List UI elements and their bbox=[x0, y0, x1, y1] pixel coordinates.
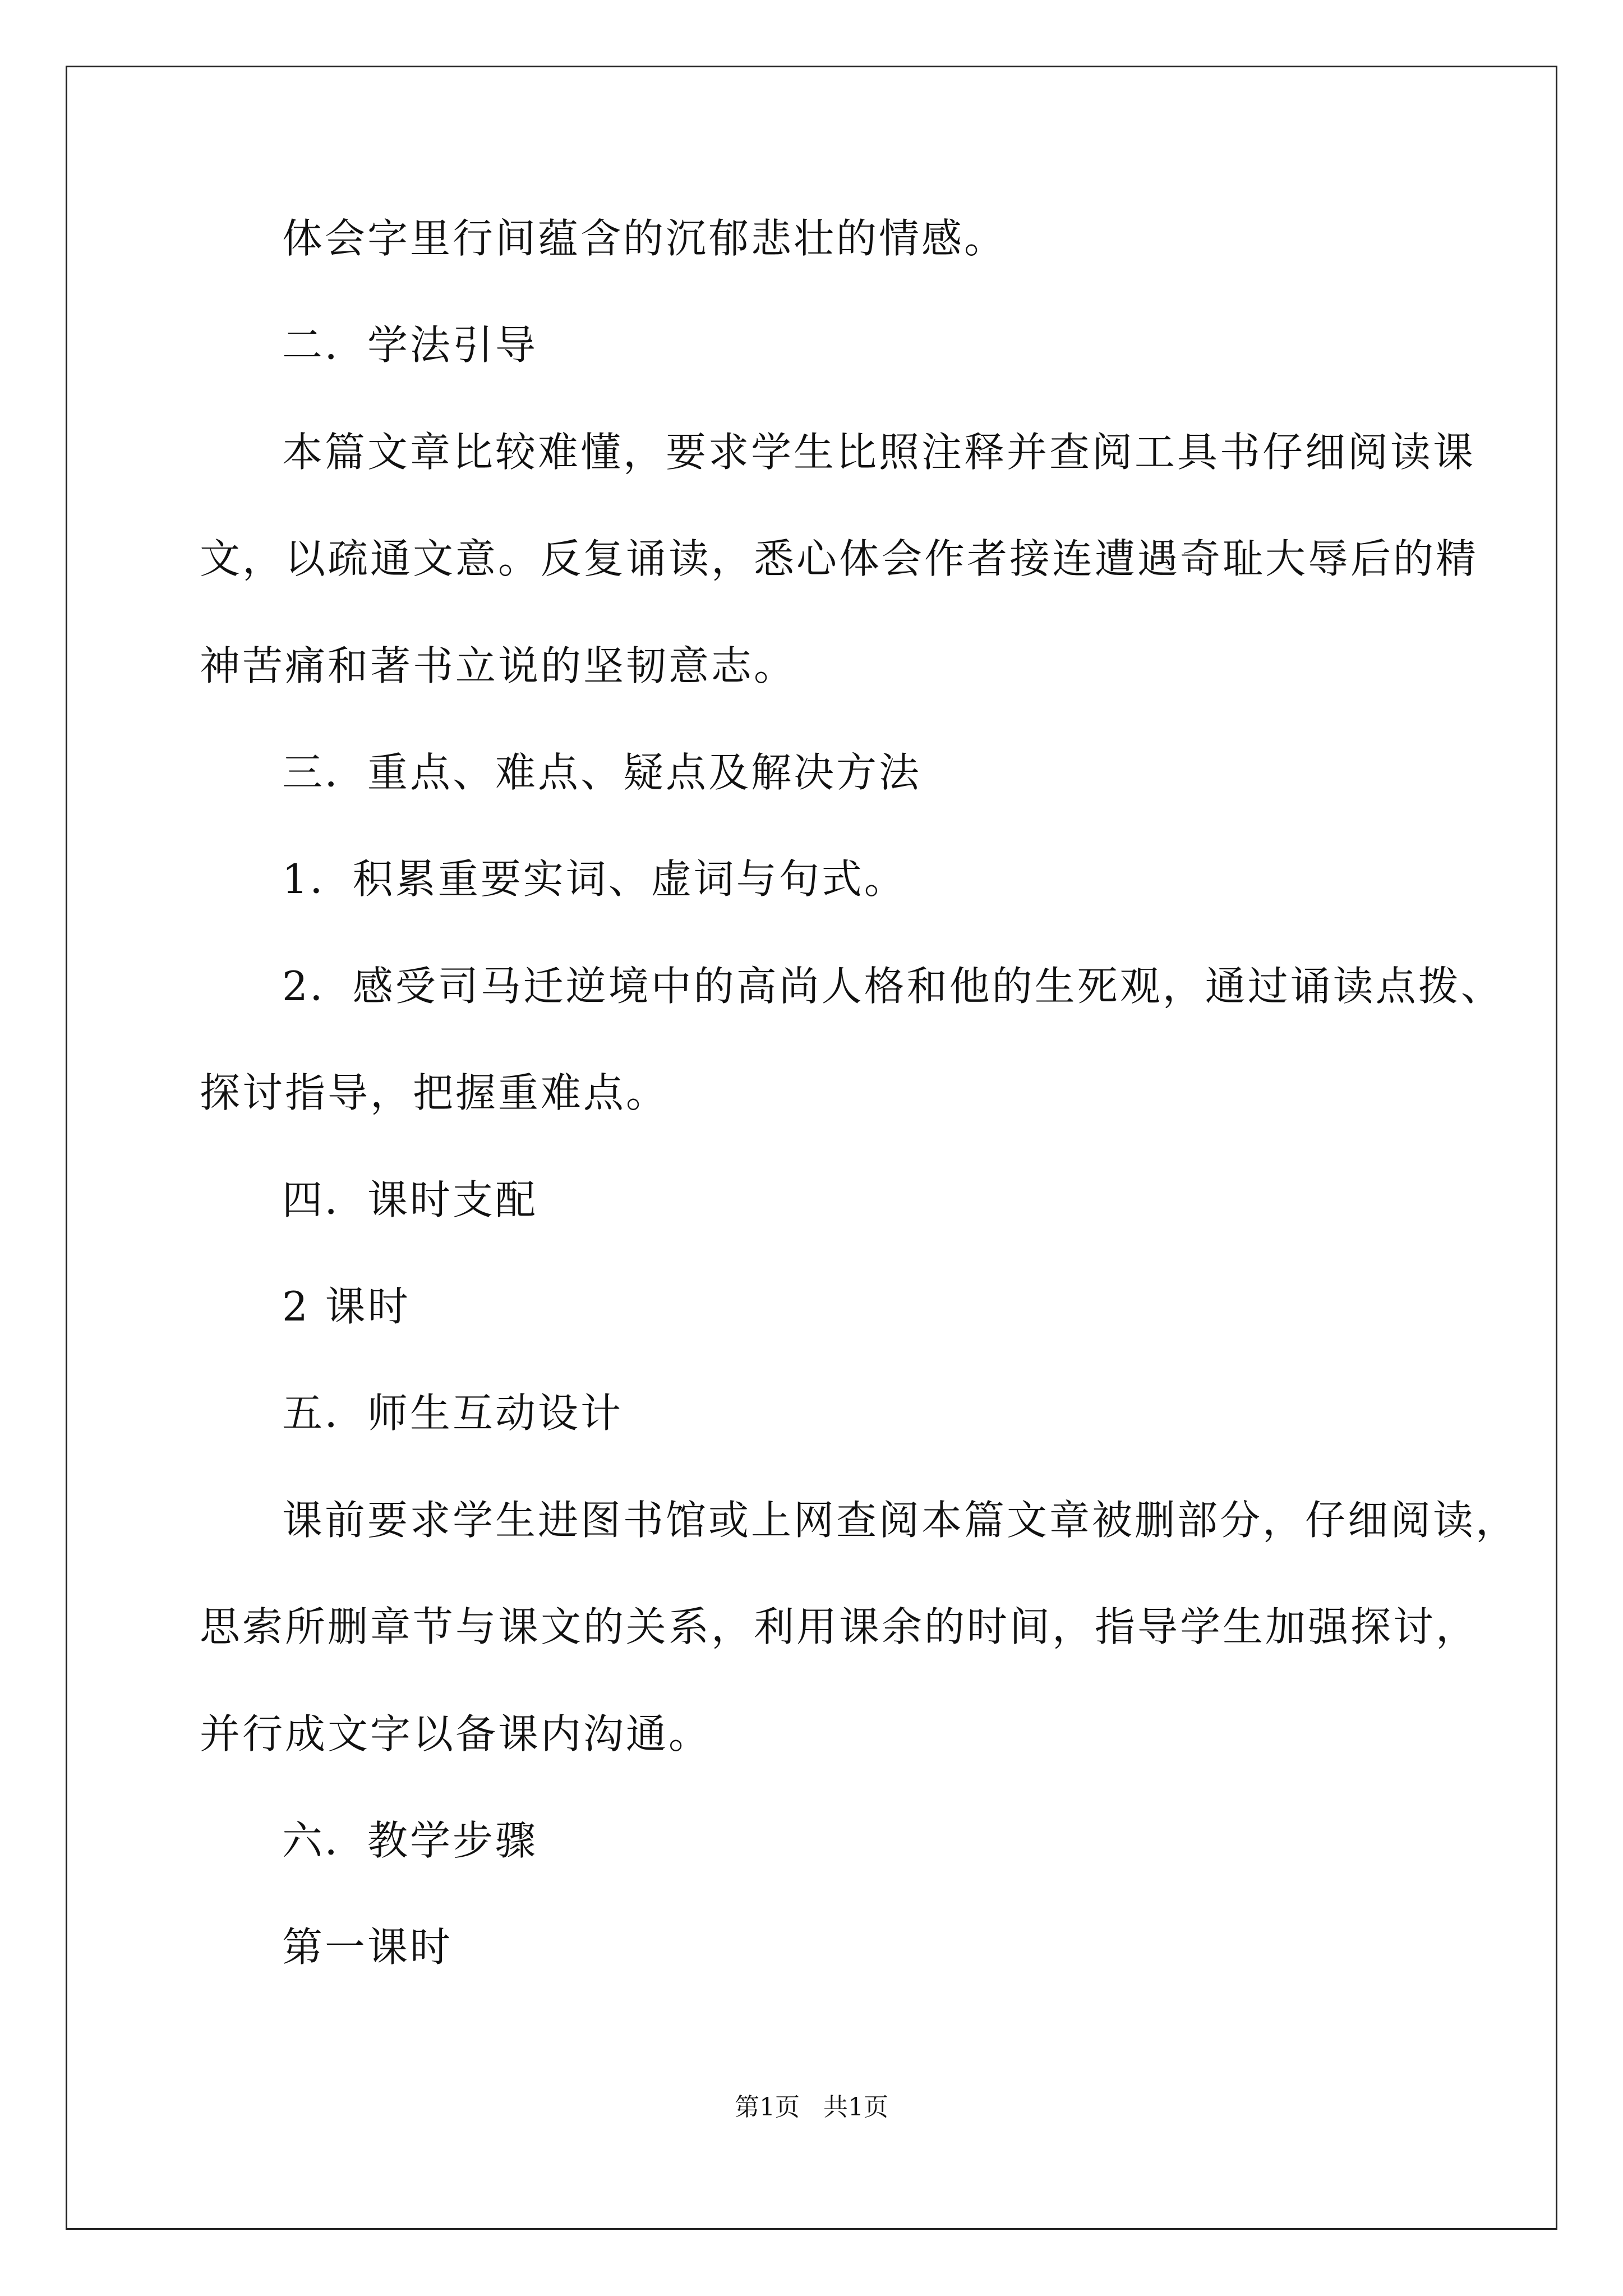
page-number-current: 第1页 bbox=[735, 2093, 800, 2122]
section-heading: 三．重点、难点、疑点及解决方法 bbox=[282, 749, 922, 796]
page-frame bbox=[66, 66, 1557, 2230]
page-number-total: 共1页 bbox=[823, 2093, 888, 2122]
text-line: 神苦痛和著书立说的坚韧意志。 bbox=[200, 642, 797, 689]
text-line: 思索所删章节与课文的关系，利用课余的时间，指导学生加强探讨， bbox=[200, 1603, 1479, 1650]
text-line: 2 课时 bbox=[282, 1283, 411, 1330]
section-heading: 六．教学步骤 bbox=[282, 1817, 538, 1864]
text-line: 文，以疏通文意。反复诵读，悉心体会作者接连遭遇奇耻大辱后的精 bbox=[200, 535, 1479, 582]
section-heading: 二．学法引导 bbox=[282, 321, 538, 369]
text-line: 1．积累重要实词、虚词与句式。 bbox=[282, 855, 907, 903]
text-line: 探讨指导，把握重难点。 bbox=[200, 1069, 669, 1116]
section-heading: 五．师生互动设计 bbox=[282, 1389, 624, 1437]
text-line: 课前要求学生进图书馆或上网查阅本篇文章被删部分，仔细阅读， bbox=[282, 1497, 1519, 1544]
text-line: 体会字里行间蕴含的沉郁悲壮的情感。 bbox=[282, 215, 1007, 262]
page-footer bbox=[0, 2095, 1623, 2120]
text-line: 并行成文字以备课内沟通。 bbox=[200, 1710, 712, 1757]
section-heading: 四．课时支配 bbox=[282, 1176, 538, 1223]
text-line: 本篇文章比较难懂，要求学生比照注释并查阅工具书仔细阅读课 bbox=[282, 429, 1476, 476]
text-line: 2．感受司马迁逆境中的高尚人格和他的生死观，通过诵读点拨、 bbox=[282, 963, 1504, 1010]
section-heading: 第一课时 bbox=[282, 1924, 453, 1971]
